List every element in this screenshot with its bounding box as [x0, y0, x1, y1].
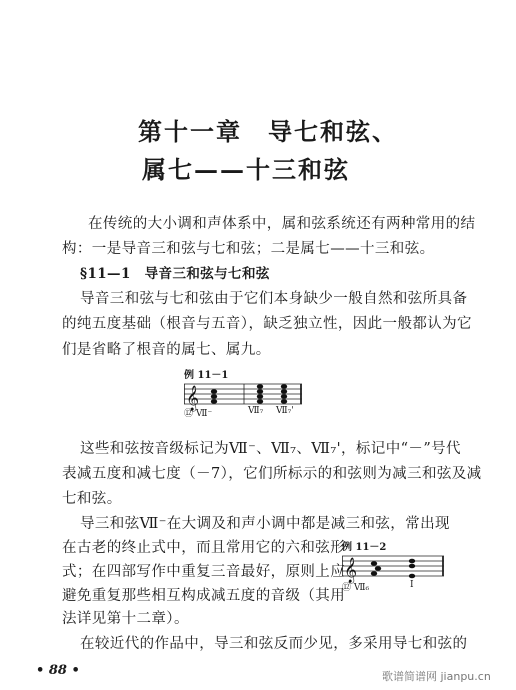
paragraph-2-line-2: 的纯五度基础（根音与五音），缺乏独立性，因此一般都认为它	[62, 316, 472, 332]
example-1-tick-1: ⑫ Ⅶ⁻	[184, 409, 213, 419]
example-2-staff	[342, 550, 446, 584]
svg-text:𝄞: 𝄞	[344, 558, 358, 583]
example-2-tick-2: Ⅰ	[410, 580, 414, 590]
paragraph-1-line-1: 在传统的大小调和声体系中，属和弦系统还有两种常用的结	[88, 216, 476, 232]
paragraph-4-line-5: 法详见第十二章）。	[62, 611, 189, 627]
paragraph-4-line-6: 在较近代的作品中，导三和弦反而少见，多采用导七和弦的	[80, 636, 468, 652]
paragraph-4-line-2: 在古老的终止式中，而且常用它的六和弦形	[62, 540, 346, 556]
example-1-label: 例 11－1	[184, 370, 229, 381]
music-example-2	[338, 538, 450, 594]
paragraph-3-line-1: 这些和弦按音级标记为Ⅶ⁻、Ⅶ₇、Ⅶ₇'，标记中“－”号代	[80, 441, 461, 457]
paragraph-4-line-1: 导三和弦Ⅶ⁻在大调及和声小调中都是减三和弦，常出现	[80, 516, 450, 532]
paragraph-3-line-2: 表减五度和减七度（－7），它们所标示的和弦则为减三和弦及减	[62, 466, 482, 482]
watermark: 歌谱简谱网 jianpu.cn	[382, 670, 491, 683]
chapter-title-line1: 第十一章 导七和弦、	[138, 117, 398, 146]
example-1-tick-3: Ⅶ₇'	[276, 406, 294, 416]
example-2-tick-1: ⑫ Ⅶ₆	[342, 583, 370, 593]
example-2-label: 例 11－2	[342, 542, 387, 553]
page-number: • 88 •	[36, 663, 80, 678]
svg-text:𝄞: 𝄞	[186, 386, 200, 411]
paragraph-4-line-4: 避免重复那些相互构成减五度的音级（其用	[62, 588, 346, 604]
paragraph-4-line-3: 式；在四部写作中重复三音最好，原则上应	[62, 564, 346, 580]
example-1-tick-2: Ⅶ₇	[248, 406, 264, 416]
paragraph-2-line-3: 们是省略了根音的属七、属九。	[62, 342, 271, 358]
music-example-1	[180, 366, 310, 418]
paragraph-3-line-3: 七和弦。	[62, 491, 122, 507]
chapter-title-line2: 属七——十三和弦	[142, 155, 350, 184]
section-heading: §11—1 导音三和弦与七和弦	[80, 266, 270, 282]
paragraph-1-line-2: 构：一是导音三和弦与七和弦；二是属七——十三和弦。	[62, 241, 435, 257]
paragraph-2-line-1: 导音三和弦与七和弦由于它们本身缺少一般自然和弦所具备	[80, 291, 468, 307]
